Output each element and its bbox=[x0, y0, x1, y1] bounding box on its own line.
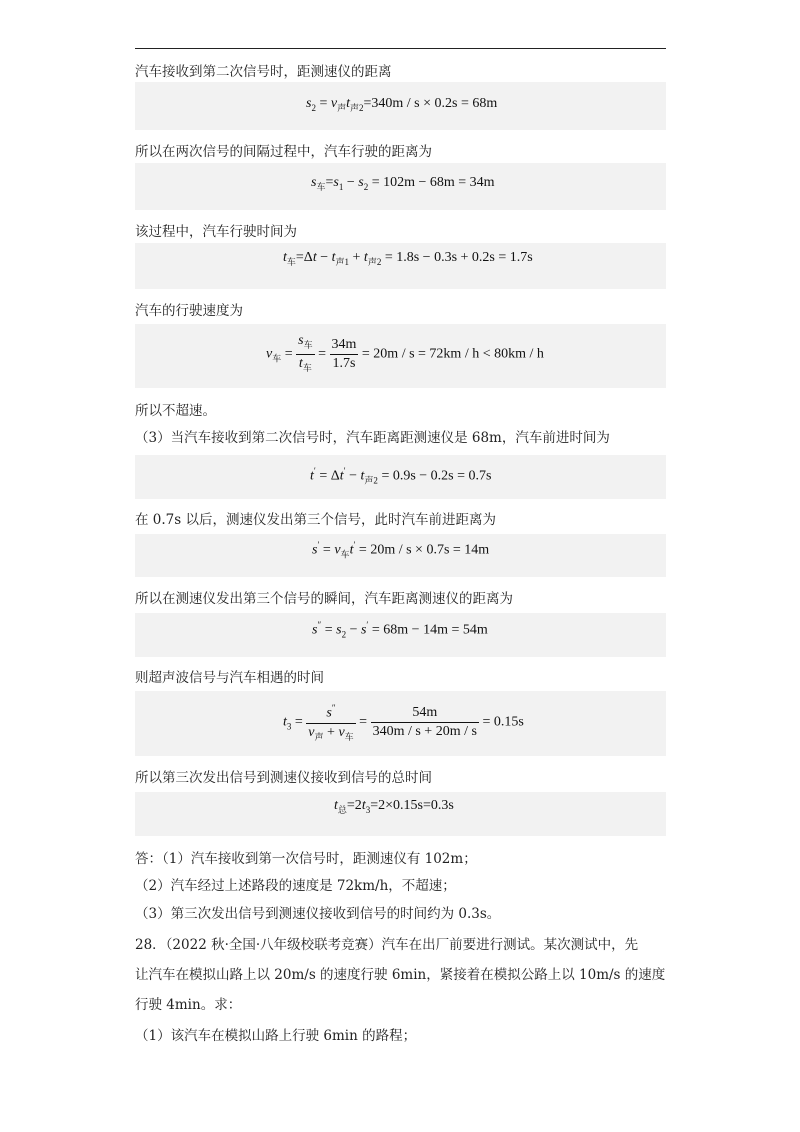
question-line: （1）该汽车在模拟山路上行驶 6min 的路程； bbox=[135, 1028, 417, 1044]
text-line: 该过程中，汽车行驶时间为 bbox=[135, 224, 297, 240]
equation-box bbox=[135, 243, 666, 289]
fraction: $\frac{54m}{340m / s + 20m / s}$ bbox=[372, 704, 477, 739]
fraction: $\frac{s''}{v_声 + v_车}$ bbox=[306, 699, 355, 745]
text-line: 所以不超速。 bbox=[135, 403, 216, 419]
equation-box bbox=[135, 792, 666, 836]
equation-box bbox=[135, 613, 666, 657]
equation-s-double-prime: $s'' = s_2 - s' = 68m - 14m = 54m$ bbox=[312, 620, 488, 640]
text-line: 汽车的行驶速度为 bbox=[135, 303, 243, 319]
text-line: 在 0.7s 以后，测速仪发出第三个信号，此时汽车前进距离为 bbox=[135, 512, 496, 528]
answer-line: 答：（1）汽车接收到第一次信号时，距测速仪有 102m； bbox=[135, 851, 477, 867]
answer-line: （3）第三次发出信号到测速仪接收到信号的时间约为 0.3s。 bbox=[135, 906, 501, 922]
equation-t-prime: $t' = \Delta t' - t_{声2} = 0.9s - 0.2s = 0.7s$ bbox=[310, 466, 492, 486]
equation-box bbox=[135, 163, 666, 210]
text-line: （3）当汽车接收到第二次信号时，汽车距离距测速仪是 68m，汽车前进时间为 bbox=[135, 430, 610, 446]
equation-s2: $s_2 = v_声t_{声2}=340m / s \times 0.2s = 68m$ bbox=[306, 96, 498, 113]
question-line: 让汽车在模拟山路上以 20m/s 的速度行驶 6min，紧接着在模拟公路上以 10m/s 的速度 bbox=[135, 967, 666, 983]
equation-t3: $t_3$ = $\frac{s''}{v_声 + v_车}$ = $\frac{54m}{340m / s + 20m / s}$ = 0.15s bbox=[283, 699, 524, 745]
text-line: 则超声波信号与汽车相遇的时间 bbox=[135, 670, 324, 686]
equation-s-prime: $s' = v_车t' = 20m / s \times 0.7s = 14m$ bbox=[312, 540, 490, 560]
equation-box bbox=[135, 324, 666, 388]
equation-box bbox=[135, 455, 666, 499]
text-line: 汽车接收到第二次信号时，距测速仪的距离 bbox=[135, 64, 392, 80]
question-line: 28．（2022 秋·全国·八年级校联考竞赛）汽车在出厂前要进行测试。某次测试中，先 bbox=[135, 937, 639, 953]
fraction: $\frac{34m}{1.7s}$ bbox=[331, 336, 357, 371]
question-line: 行驶 4min。求： bbox=[135, 997, 242, 1013]
equation-t-car: $t_车=\Delta t - t_{声1} + t_{声2} = 1.8s - 0.3s + 0.2s = 1.7s$ bbox=[283, 250, 533, 267]
equation-box bbox=[135, 534, 666, 577]
equation-box bbox=[135, 691, 666, 756]
text-line: 所以在两次信号的间隔过程中，汽车行驶的距离为 bbox=[135, 144, 432, 160]
equation-box bbox=[135, 82, 666, 130]
fraction: $\frac{s_车}{t_车}$ bbox=[298, 333, 313, 373]
equation-t-total: $t_总=2t_3=2\times 0.15s=0.3s$ bbox=[334, 798, 454, 815]
header-rule bbox=[135, 48, 666, 49]
text-line: 所以第三次发出信号到测速仪接收到信号的总时间 bbox=[135, 770, 432, 786]
equation-v-car: $v_车$ = $\frac{s_车}{t_车}$ = $\frac{34m}{1.7s}$ = 20m / s = 72km / h < 80km / h bbox=[266, 332, 544, 377]
equation-s-car: $s_车=s_1 - s_2 = 102m - 68m = 34m$ bbox=[311, 175, 495, 192]
answer-line: （2）汽车经过上述路段的速度是 72km/h，不超速； bbox=[135, 878, 456, 894]
text-line: 所以在测速仪发出第三个信号的瞬间，汽车距离测速仪的距离为 bbox=[135, 591, 513, 607]
